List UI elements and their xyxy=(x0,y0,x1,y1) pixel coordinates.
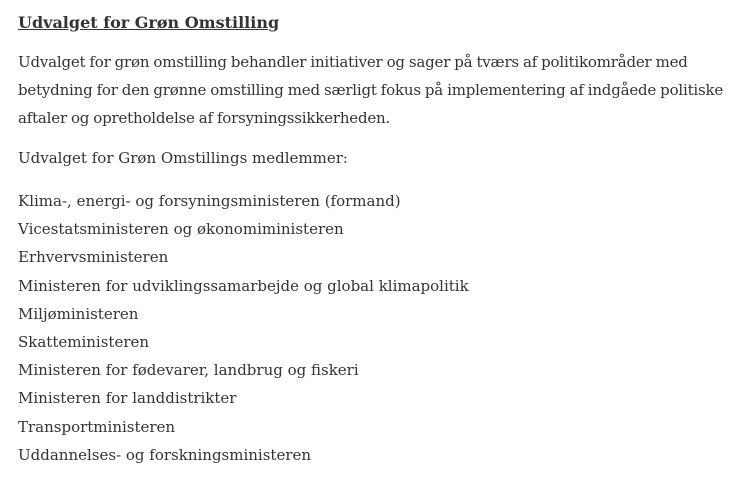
member-item: Klima-, energi- og forsyningsministeren (formand) xyxy=(18,192,401,210)
page-title: Udvalget for Grøn Omstilling xyxy=(18,13,280,32)
member-item: Transportministeren xyxy=(18,417,176,436)
member-item: Uddannelses- og forskningsministeren xyxy=(18,445,312,464)
member-item: Miljøministeren xyxy=(18,304,139,323)
members-heading: Udvalget for Grøn Omstillings medlemmer: xyxy=(18,149,348,167)
member-item: Skatteministeren xyxy=(18,333,150,352)
member-item: Erhvervsministeren xyxy=(18,248,169,267)
intro-paragraph: Udvalget for grøn omstilling behandler initiativer og sager på tværs af politikområder med betydning for den grønne omstilling med særligt fokus på implementering af indgåede politiske aftaler og opretholdelse af forsyningssikkerheden. xyxy=(18,53,724,127)
member-item: Vicestatsministeren og økonomiministeren xyxy=(18,220,344,239)
member-item: Ministeren for udviklingssamarbejde og global klimapolitik xyxy=(18,276,469,295)
member-list xyxy=(18,187,729,469)
member-item: Ministeren for landdistrikter xyxy=(18,389,237,408)
member-item: Ministeren for fødevarer, landbrug og fiskeri xyxy=(18,361,359,380)
